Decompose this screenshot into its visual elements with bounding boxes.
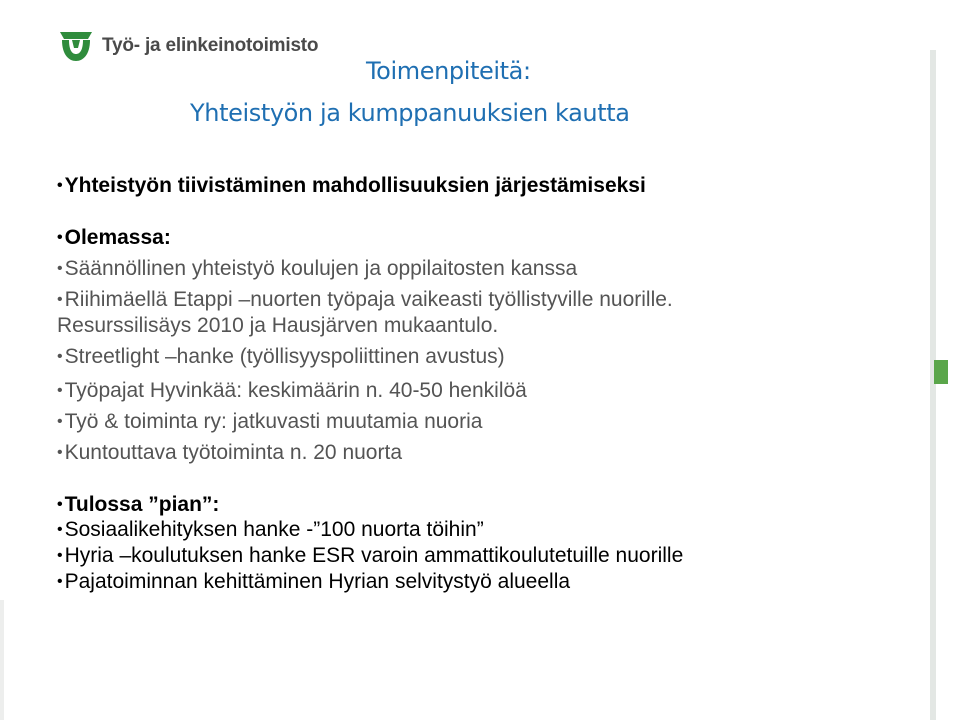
bullet-line: •Riihimäellä Etappi –nuorten työpaja vaikeasti työllistyville nuorille. (57, 288, 673, 311)
title-line-1: Toimenpiteitä: (366, 57, 531, 85)
bullet-line: •Yhteistyön tiivistäminen mahdollisuuksien järjestämiseksi (57, 174, 646, 197)
continuation-line: Resurssilisäys 2010 ja Hausjärven mukaantulo. (57, 314, 499, 337)
logo-text: Työ- ja elinkeinotoimisto (102, 35, 319, 56)
title-line-2: Yhteistyön ja kumppanuuksien kautta (190, 99, 630, 127)
right-edge-decoration (930, 50, 936, 720)
bullet-line: •Työ & toiminta ry: jatkuvasti muutamia nuoria (57, 410, 483, 433)
bullet-line: •Streetlight –hanke (työllisyyspoliittinen avustus) (57, 345, 505, 368)
bullet-line: •Olemassa: (57, 226, 171, 249)
te-office-emblem-icon (58, 28, 94, 64)
slide-title (190, 50, 910, 134)
left-edge-decoration (0, 600, 4, 720)
bullet-line: •Sosiaalikehityksen hanke -”100 nuorta töihin” (57, 518, 484, 541)
bullet-line: •Tulossa ”pian”: (57, 493, 220, 516)
accent-bar (934, 360, 948, 384)
bullet-line: •Kuntouttava työtoiminta n. 20 nuorta (57, 441, 402, 464)
bullet-line: •Säännöllinen yhteistyö koulujen ja oppilaitosten kanssa (57, 257, 578, 280)
bullet-line: •Työpajat Hyvinkää: keskimäärin n. 40-50 henkilöä (57, 379, 527, 402)
bullet-line: •Pajatoiminnan kehittäminen Hyrian selvitystyö alueella (57, 570, 571, 593)
bullet-line: •Hyria –koulutuksen hanke ESR varoin ammattikoulutetuille nuorille (57, 544, 684, 567)
